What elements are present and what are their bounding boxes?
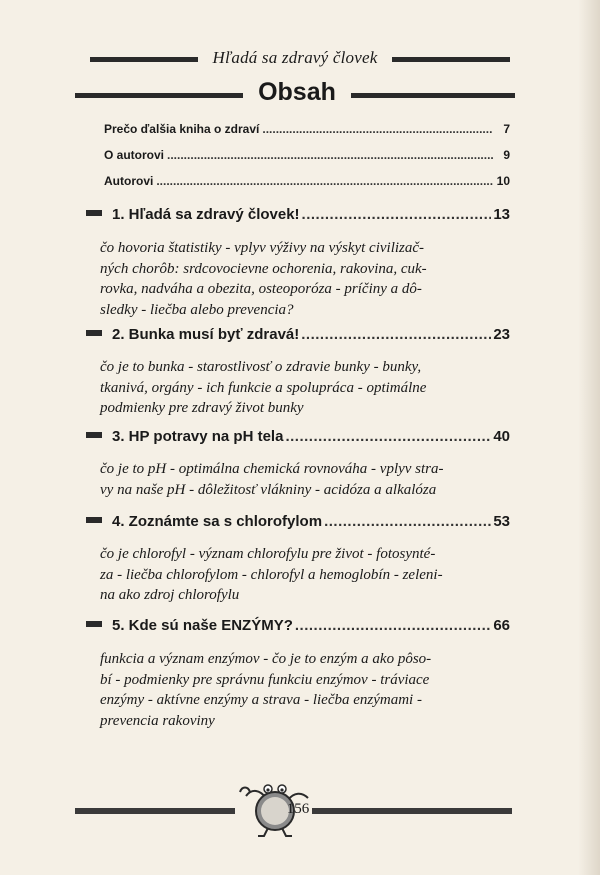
chapter-title: 4. Zoznámte sa s chlorofylom [112,513,323,530]
toc-entry-autorovi[interactable] [104,174,510,192]
toc-entry-label: Prečo ďalšia kniha o zdraví [104,122,260,136]
running-header-rule-right [392,57,510,62]
chapter-bullet [86,432,102,438]
chapter-3-entry[interactable] [86,428,510,450]
chapter-2-description [100,357,500,419]
running-header [90,48,510,70]
chapter-bullet [86,210,102,216]
toc-entry-page: 7 [503,122,510,136]
chapter-3-description [100,459,500,500]
description-line: ných chorôb: srdcovocievne ochorenia, rakovina, cuk- [100,260,427,277]
dot-leader [302,206,492,223]
dot-leader [295,617,491,634]
chapter-title: 3. HP potravy na pH tela [112,428,284,445]
heading-rule-left [75,93,243,98]
heading-rule-right [351,93,515,98]
description-line: sledky - liečba alebo prevencia? [100,301,294,318]
description-line: rovka, nadváha a obezita, osteoporóza - príčiny a dô- [100,281,422,297]
running-header-title: Hľadá sa zdravý človek [212,48,378,67]
chapter-page: 40 [493,428,510,445]
description-line: čo je chlorofyl - význam chlorofylu pre život - fotosynté- [100,546,436,562]
description-line: čo je to pH - optimálna chemická rovnováha - vplyv stra- [100,461,444,477]
description-line: tkanivá, orgány - ich funkcie a spolupráca - optimálne [100,379,427,396]
toc-heading [75,80,515,108]
chapter-bullet [86,330,102,336]
chapter-bullet [86,621,102,627]
chapter-title: 1. Hľadá sa zdravý človek! [112,206,300,223]
chapter-page: 66 [493,617,510,634]
toc-entry-label: Autorovi [104,174,154,188]
toc-entry-label: O autorovi [104,148,165,162]
chapter-1-description [100,238,500,320]
description-line: podmienky pre zdravý život bunky [100,400,304,416]
running-header-rule-left [90,57,198,62]
chapter-page: 13 [493,206,510,223]
dot-leader [167,148,493,162]
chapter-5-description [100,649,500,731]
dot-leader [324,513,491,530]
chapter-title: 5. Kde sú naše ENZÝMY? [112,617,293,634]
dot-leader [156,174,493,188]
toc-entry-o-autorovi[interactable] [104,148,510,166]
chapter-5-entry[interactable] [86,617,510,639]
footer-rule-left [75,808,235,814]
chapter-1-entry[interactable] [86,206,510,228]
page-title: Obsah [258,78,336,106]
page-number: 156 [286,801,310,817]
chapter-page: 23 [493,326,510,343]
toc-entry-preco[interactable] [104,122,510,140]
description-line: enzýmy - aktívne enzýmy a strava - liečba enzýmami - [100,692,422,708]
description-line: za - liečba chlorofylom - chlorofyl a hemoglobín - zeleni- [100,566,443,583]
description-line: vy na naše pH - dôležitosť vlákniny - acidóza a alkalóza [100,481,437,498]
chapter-4-entry[interactable] [86,513,510,535]
toc-entry-page: 9 [503,148,510,162]
chapter-title: 2. Bunka musí byť zdravá! [112,326,300,343]
page-edge-shadow [578,0,600,875]
dot-leader [285,428,491,445]
toc-entry-page: 10 [496,174,510,188]
chapter-page: 53 [493,513,510,530]
dot-leader [301,326,491,343]
chapter-4-description [100,544,500,606]
description-line: funkcia a význam enzýmov - čo je to enzým a ako pôso- [100,651,432,667]
description-line: bí - podmienky pre správnu funkciu enzýmov - tráviace [100,671,430,688]
description-line: prevencia rakoviny [100,712,215,729]
dot-leader [262,122,493,136]
description-line: čo je to bunka - starostlivosť o zdravie bunky - bunky, [100,359,422,375]
footer-rule-right [312,808,512,814]
chapter-bullet [86,517,102,523]
description-line: na ako zdroj chlorofylu [100,587,240,603]
description-line: čo hovoria štatistiky - vplyv výživy na výskyt civilizač- [100,240,425,256]
chapter-2-entry[interactable] [86,326,510,348]
